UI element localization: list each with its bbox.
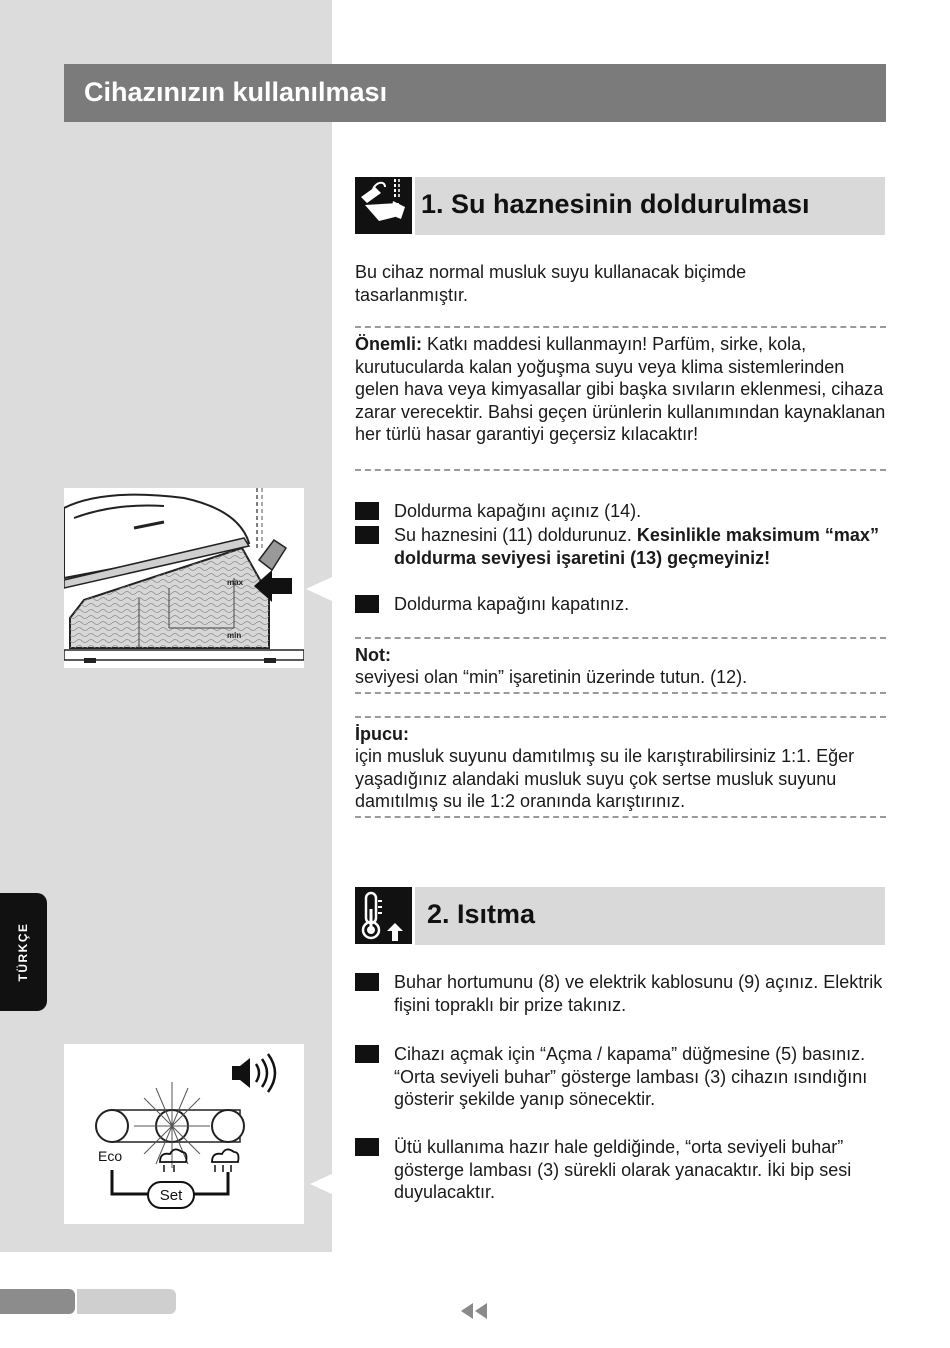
control-panel-figure [64,1044,304,1224]
step-bullet [355,1138,379,1156]
section1-step-1 [394,500,886,523]
thermometer-up-icon [355,887,412,944]
step-bullet [355,1045,379,1063]
step-bullet [355,595,379,613]
section2-step-3: Ütü kullanıma hazır hale geldiğinde, “orta seviyeli buhar” gösterge lambası (3) sürekli olarak yanacaktır. İki bip sesi duyulacaktır. [394,1137,852,1202]
section1-intro: Bu cihaz normal musluk suyu kullanacak biçimde tasarlanmıştır. [355,262,747,305]
section1-step-2 [394,524,886,569]
step-bullet [355,973,379,991]
step-bullet [355,526,379,544]
divider [355,469,886,471]
set-button-label: Set [159,1187,183,1204]
section2-step-2: Cihazı açmak için “Açma / kapama” düğmesine (5) basınız. “Orta seviyeli buhar” gösterge lambası (3) cihazın ısındığını gösterir şekilde yanıp sönecektir. [394,1044,868,1109]
section2-title-bar [415,887,885,945]
note-text: seviyesi olan “min” işaretinin üzerinde tutun. (12). [355,667,748,687]
page-indicator-dark [0,1289,75,1314]
steam-high-icon [212,1149,239,1172]
language-tab [0,893,47,1011]
min-mark-label: min [227,631,242,640]
page-title: Cihazınızın kullanılması [84,77,388,107]
section1-title: 1. Su haznesinin doldurulması [421,189,810,219]
blinking-light-rays [134,1082,210,1168]
figure-pointer [306,577,332,601]
tip-label: İpucu: [355,724,409,744]
important-text: Katkı maddesi kullanmayın! Parfüm, sirke, kola, kurutucularda kalan yoğuşma suyu veya klima sistemlerinden gelen hava veya kimyasallar gibi başka sıvıların eklenmesi, cihaza zarar verecektir. Bahsi geçen ürünlerin kullanımından kaynaklanan her türlü hasar garantiyi geçersiz kılacaktır! [355,334,886,444]
divider [355,637,886,639]
important-notice [355,333,886,446]
previous-page-icon[interactable] [461,1303,489,1324]
steam-medium-icon [160,1149,187,1172]
step-text: Doldurma kapağını açınız (14). [394,501,642,521]
divider [355,716,886,718]
divider [355,816,886,818]
section1-step-3 [394,593,886,616]
header-bar [64,64,886,122]
important-label: Önemli: [355,334,423,354]
eco-label: Eco [98,1148,123,1164]
step-bullet [355,502,379,520]
tip-text: için musluk suyunu damıtılmış su ile karıştırabilirsiniz 1:1. Eğer yaşadığınız alandaki musluk suyu çok sertse musluk suyunu damıtılmış su ile 1:2 oranında karıştırınız. [355,746,855,811]
section2-step-1: Buhar hortumunu (8) ve elektrik kablosunu (9) açınız. Elektrik fişini topraklı bir prize takınız. [394,972,883,1015]
step-text: Doldurma kapağını kapatınız. [394,594,630,614]
section1-title-bar [415,177,885,235]
divider [355,326,886,328]
page-indicator-light [77,1289,176,1314]
sound-icon [232,1054,275,1092]
step-warning: Kesinlikle maksimum “max” doldurma seviyesi işaretini (13) geçmeyiniz! [394,525,879,568]
note-label: Not: [355,645,391,665]
divider [355,692,886,694]
iron-water-tank-figure [64,488,304,668]
max-mark-label: max [227,578,244,587]
section2-title: 2. Isıtma [427,899,536,929]
water-fill-icon [355,177,412,234]
step-text: Su haznesini (11) doldurunuz. [394,525,637,545]
language-tab-label: TÜRKÇE [16,922,30,982]
figure-pointer [310,1172,336,1196]
